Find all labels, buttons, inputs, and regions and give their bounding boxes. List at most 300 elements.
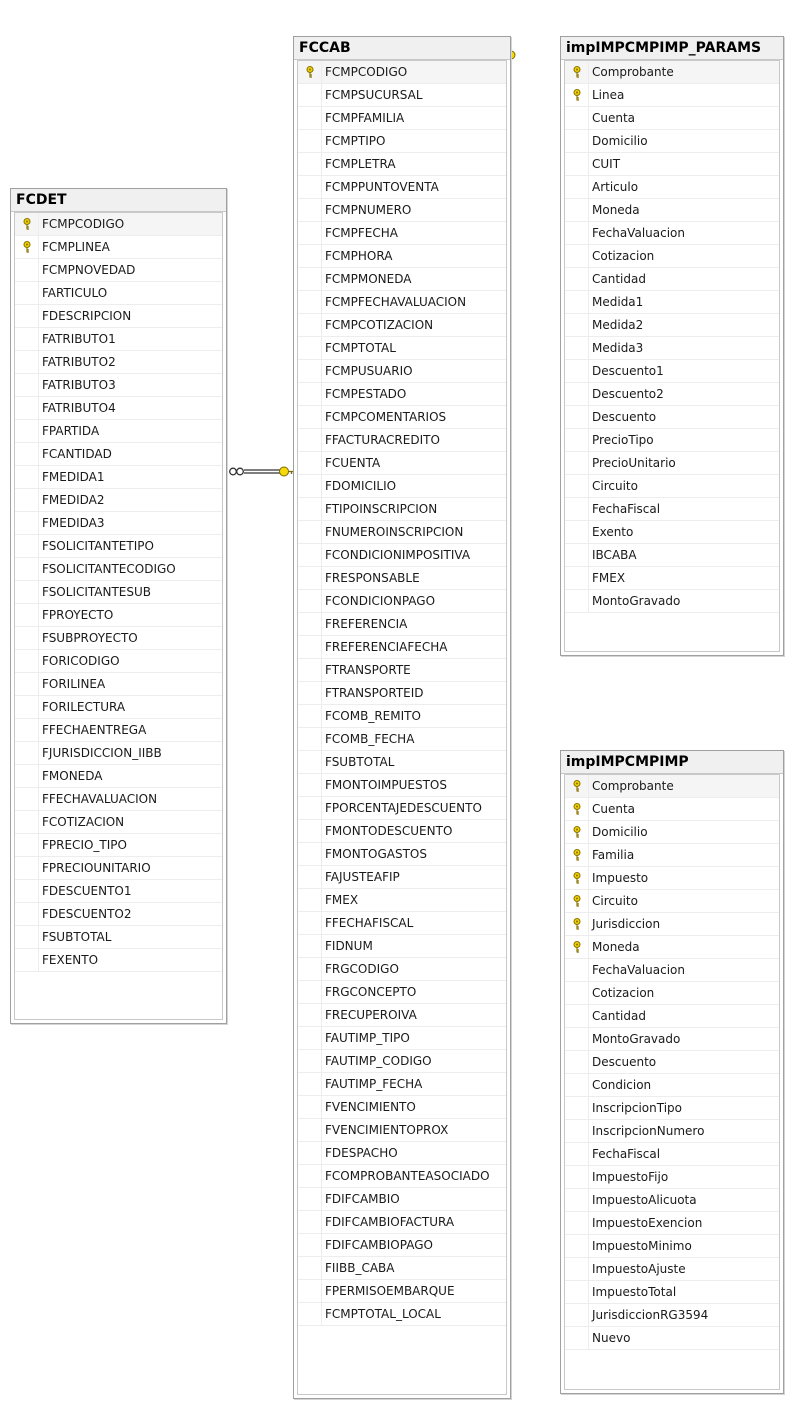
row-selector[interactable] [565,222,589,244]
row-selector[interactable] [565,798,589,820]
column-row[interactable] [298,498,506,521]
column-row[interactable] [298,475,506,498]
row-selector[interactable] [15,880,39,902]
column-row[interactable] [565,1005,779,1028]
column-row[interactable] [565,383,779,406]
column-row[interactable] [298,544,506,567]
row-selector[interactable] [565,337,589,359]
column-row[interactable] [565,222,779,245]
column-row[interactable] [298,107,506,130]
column-row[interactable] [15,788,222,811]
column-row[interactable] [298,1096,506,1119]
row-selector[interactable] [565,544,589,566]
column-row[interactable] [565,245,779,268]
column-row[interactable] [298,774,506,797]
column-row[interactable] [565,1143,779,1166]
column-row[interactable] [298,1257,506,1280]
row-selector[interactable] [565,199,589,221]
row-selector[interactable] [298,1050,322,1072]
row-selector[interactable] [565,1258,589,1280]
row-selector[interactable] [565,360,589,382]
row-selector[interactable] [298,797,322,819]
column-row[interactable] [565,406,779,429]
column-row[interactable] [15,696,222,719]
row-selector[interactable] [565,130,589,152]
row-selector[interactable] [15,627,39,649]
row-selector[interactable] [298,153,322,175]
row-selector[interactable] [298,820,322,842]
column-row[interactable] [298,1303,506,1326]
row-selector[interactable] [298,107,322,129]
row-selector[interactable] [565,1005,589,1027]
column-row[interactable] [298,958,506,981]
row-selector[interactable] [298,199,322,221]
row-selector[interactable] [565,913,589,935]
column-row[interactable] [15,880,222,903]
row-selector[interactable] [298,981,322,1003]
table-title[interactable]: FCDET [11,189,226,212]
column-row[interactable] [565,107,779,130]
row-selector[interactable] [298,498,322,520]
column-row[interactable] [15,811,222,834]
column-row[interactable] [565,61,779,84]
row-selector[interactable] [565,84,589,106]
row-selector[interactable] [15,305,39,327]
row-selector[interactable] [565,982,589,1004]
column-row[interactable] [565,360,779,383]
row-selector[interactable] [565,1304,589,1326]
column-row[interactable] [298,199,506,222]
column-row[interactable] [15,581,222,604]
row-selector[interactable] [565,821,589,843]
row-selector[interactable] [15,351,39,373]
row-selector[interactable] [565,775,589,797]
column-row[interactable] [565,130,779,153]
column-row[interactable] [15,259,222,282]
column-name: FCONDICIONIMPOSITIVA [325,548,471,562]
row-selector[interactable] [15,673,39,695]
row-selector[interactable] [565,452,589,474]
row-selector[interactable] [565,383,589,405]
row-selector[interactable] [15,328,39,350]
column-row[interactable] [565,1166,779,1189]
row-selector[interactable] [15,742,39,764]
column-row[interactable] [298,1165,506,1188]
row-selector[interactable] [565,1097,589,1119]
row-selector[interactable] [565,245,589,267]
row-selector[interactable] [15,696,39,718]
column-row[interactable] [15,926,222,949]
column-row[interactable] [15,213,222,236]
row-selector[interactable] [298,1073,322,1095]
row-selector[interactable] [15,650,39,672]
column-name: FPARTIDA [42,424,100,438]
column-row[interactable] [565,1258,779,1281]
column-row[interactable] [565,1235,779,1258]
column-row[interactable] [298,682,506,705]
row-selector[interactable] [298,889,322,911]
column-row[interactable] [565,844,779,867]
column-row[interactable] [565,1051,779,1074]
row-selector[interactable] [565,107,589,129]
column-name: FVENCIMIENTOPROX [325,1123,449,1137]
row-selector[interactable] [298,84,322,106]
column-row[interactable] [298,797,506,820]
table-impimpcmpimp[interactable] [560,750,784,1394]
row-selector[interactable] [565,1143,589,1165]
row-selector[interactable] [15,535,39,557]
column-row[interactable] [298,268,506,291]
row-selector[interactable] [565,1074,589,1096]
column-row[interactable] [15,374,222,397]
column-row[interactable] [565,521,779,544]
column-row[interactable] [565,798,779,821]
row-selector[interactable] [565,1028,589,1050]
row-selector[interactable] [298,1188,322,1210]
row-selector[interactable] [15,236,39,258]
column-row[interactable] [15,466,222,489]
column-row[interactable] [15,673,222,696]
column-row[interactable] [298,1188,506,1211]
row-selector[interactable] [298,291,322,313]
row-selector[interactable] [15,259,39,281]
row-selector[interactable] [298,1234,322,1256]
column-row[interactable] [565,867,779,890]
column-name: FCMPCOTIZACION [325,318,434,332]
column-row[interactable] [15,397,222,420]
row-selector[interactable] [565,314,589,336]
column-row[interactable] [565,1327,779,1350]
row-selector[interactable] [298,130,322,152]
row-selector[interactable] [298,1211,322,1233]
row-selector[interactable] [15,397,39,419]
row-selector[interactable] [298,1027,322,1049]
column-row[interactable] [298,1142,506,1165]
row-selector[interactable] [15,420,39,442]
column-row[interactable] [298,337,506,360]
row-selector[interactable] [298,222,322,244]
column-row[interactable] [298,843,506,866]
column-name: FMONTODESCUENTO [325,824,453,838]
column-row[interactable] [298,1119,506,1142]
column-row[interactable] [565,1189,779,1212]
row-selector[interactable] [298,774,322,796]
column-row[interactable] [298,613,506,636]
column-row[interactable] [15,650,222,673]
column-row[interactable] [298,1050,506,1073]
column-row[interactable] [565,199,779,222]
column-row[interactable] [298,314,506,337]
column-row[interactable] [15,282,222,305]
row-selector[interactable] [298,636,322,658]
row-selector[interactable] [298,1257,322,1279]
column-row[interactable] [15,535,222,558]
row-selector[interactable] [298,567,322,589]
row-selector[interactable] [298,843,322,865]
column-row[interactable] [15,512,222,535]
column-row[interactable] [298,406,506,429]
row-selector[interactable] [298,176,322,198]
row-selector[interactable] [15,903,39,925]
row-selector[interactable] [565,153,589,175]
row-selector[interactable] [565,1327,589,1349]
column-row[interactable] [15,742,222,765]
row-selector[interactable] [565,406,589,428]
column-row[interactable] [298,912,506,935]
row-selector[interactable] [298,1096,322,1118]
column-row[interactable] [565,982,779,1005]
row-selector[interactable] [298,958,322,980]
column-row[interactable] [298,1211,506,1234]
column-row[interactable] [298,176,506,199]
column-row[interactable] [298,705,506,728]
column-row[interactable] [565,1281,779,1304]
column-name: FCMPMONEDA [325,272,412,286]
row-selector[interactable] [15,604,39,626]
row-selector[interactable] [565,1189,589,1211]
column-row[interactable] [565,1097,779,1120]
row-selector[interactable] [15,512,39,534]
row-selector[interactable] [565,1166,589,1188]
column-row[interactable] [15,903,222,926]
column-row[interactable] [565,475,779,498]
row-selector[interactable] [298,245,322,267]
row-selector[interactable] [298,613,322,635]
row-selector[interactable] [15,581,39,603]
row-selector[interactable] [565,1281,589,1303]
column-row[interactable] [298,245,506,268]
row-selector[interactable] [15,949,39,971]
column-row[interactable] [298,130,506,153]
column-row[interactable] [15,443,222,466]
column-row[interactable] [298,383,506,406]
column-row[interactable] [565,1212,779,1235]
row-selector[interactable] [298,383,322,405]
column-row[interactable] [15,627,222,650]
column-row[interactable] [15,305,222,328]
column-row[interactable] [298,751,506,774]
column-name: FMEDIDA3 [42,516,105,530]
column-row[interactable] [15,604,222,627]
column-name: FRGCODIGO [325,962,399,976]
column-row[interactable] [565,498,779,521]
column-name: Descuento [592,1055,657,1069]
column-row[interactable] [565,291,779,314]
column-name: Domicilio [592,134,648,148]
row-selector[interactable] [565,590,589,612]
column-row[interactable] [565,775,779,798]
infinity-endpoint-icon [230,468,244,475]
row-selector[interactable] [15,489,39,511]
column-row[interactable] [298,636,506,659]
column-row[interactable] [298,1004,506,1027]
column-row[interactable] [565,567,779,590]
row-selector[interactable] [15,282,39,304]
row-selector[interactable] [298,1142,322,1164]
column-name: Cuenta [592,111,636,125]
row-selector[interactable] [298,728,322,750]
row-selector[interactable] [565,867,589,889]
row-selector[interactable] [565,1051,589,1073]
column-row[interactable] [565,84,779,107]
table-title[interactable]: impIMPCMPIMP [561,751,783,774]
row-selector[interactable] [298,452,322,474]
column-row[interactable] [298,61,506,84]
row-selector[interactable] [565,936,589,958]
column-name: FDIFCAMBIOFACTURA [325,1215,455,1229]
column-row[interactable] [565,936,779,959]
column-row[interactable] [565,590,779,613]
column-row[interactable] [298,1027,506,1050]
row-selector[interactable] [15,374,39,396]
row-selector[interactable] [15,926,39,948]
column-row[interactable] [15,420,222,443]
row-selector[interactable] [565,1212,589,1234]
row-selector[interactable] [15,443,39,465]
row-selector[interactable] [565,176,589,198]
column-row[interactable] [298,1280,506,1303]
table-fcdet[interactable] [10,188,227,1024]
column-row[interactable] [298,291,506,314]
row-selector[interactable] [15,857,39,879]
row-selector[interactable] [565,429,589,451]
row-selector[interactable] [298,1303,322,1325]
row-selector[interactable] [15,719,39,741]
column-row[interactable] [298,153,506,176]
column-row[interactable] [298,360,506,383]
row-selector[interactable] [298,360,322,382]
row-selector[interactable] [298,61,322,83]
row-selector[interactable] [298,406,322,428]
column-row[interactable] [15,765,222,788]
column-row[interactable] [298,222,506,245]
row-selector[interactable] [565,521,589,543]
column-row[interactable] [565,1120,779,1143]
row-selector[interactable] [565,268,589,290]
column-row[interactable] [298,1234,506,1257]
column-row[interactable] [565,153,779,176]
column-row[interactable] [298,429,506,452]
column-name: Impuesto [592,871,649,885]
row-selector[interactable] [565,844,589,866]
column-row[interactable] [298,521,506,544]
column-row[interactable] [298,590,506,613]
column-row[interactable] [565,959,779,982]
column-name: FORICODIGO [42,654,120,668]
row-selector[interactable] [298,521,322,543]
table-title[interactable]: FCCAB [294,37,510,60]
row-selector[interactable] [15,834,39,856]
column-row[interactable] [15,351,222,374]
row-selector[interactable] [565,291,589,313]
column-row[interactable] [565,890,779,913]
column-row[interactable] [298,452,506,475]
row-selector[interactable] [298,682,322,704]
column-row[interactable] [565,268,779,291]
column-row[interactable] [298,567,506,590]
row-selector[interactable] [298,314,322,336]
column-row[interactable] [565,1074,779,1097]
table-fccab[interactable] [293,36,511,1399]
row-selector[interactable] [565,567,589,589]
row-selector[interactable] [298,429,322,451]
column-row[interactable] [565,337,779,360]
column-row[interactable] [15,236,222,259]
column-row[interactable] [298,935,506,958]
row-selector[interactable] [298,337,322,359]
column-row[interactable] [565,1028,779,1051]
row-selector[interactable] [565,1235,589,1257]
row-selector[interactable] [298,544,322,566]
column-row[interactable] [298,659,506,682]
row-selector[interactable] [298,1165,322,1187]
column-row[interactable] [565,913,779,936]
row-selector[interactable] [298,268,322,290]
row-selector[interactable] [298,1119,322,1141]
column-row[interactable] [565,176,779,199]
column-row[interactable] [298,84,506,107]
column-row[interactable] [298,866,506,889]
row-selector[interactable] [565,475,589,497]
row-selector[interactable] [15,811,39,833]
row-selector[interactable] [298,935,322,957]
column-row[interactable] [565,544,779,567]
column-row[interactable] [565,1304,779,1327]
row-selector[interactable] [298,1004,322,1026]
row-selector[interactable] [298,475,322,497]
row-selector[interactable] [565,890,589,912]
column-row[interactable] [565,821,779,844]
column-name: ImpuestoFijo [592,1170,669,1184]
row-selector[interactable] [15,213,39,235]
column-name: IBCABA [592,548,637,562]
row-selector[interactable] [298,590,322,612]
column-row[interactable] [15,558,222,581]
column-row[interactable] [298,981,506,1004]
row-selector[interactable] [565,1120,589,1142]
row-selector[interactable] [298,705,322,727]
column-row[interactable] [15,834,222,857]
table-title[interactable]: impIMPCMPIMP_PARAMS [561,37,783,60]
column-row[interactable] [15,328,222,351]
row-selector[interactable] [298,1280,322,1302]
row-selector[interactable] [565,61,589,83]
column-row[interactable] [15,857,222,880]
row-selector[interactable] [298,751,322,773]
column-row[interactable] [298,889,506,912]
row-selector[interactable] [298,659,322,681]
column-name: Cotizacion [592,249,655,263]
column-row[interactable] [565,429,779,452]
column-row[interactable] [565,452,779,475]
column-row[interactable] [298,820,506,843]
row-selector[interactable] [15,558,39,580]
row-selector[interactable] [15,765,39,787]
row-selector[interactable] [15,466,39,488]
row-selector[interactable] [565,498,589,520]
table-impimpcmpimp-params[interactable] [560,36,784,656]
row-selector[interactable] [298,866,322,888]
column-row[interactable] [15,949,222,972]
column-row[interactable] [298,728,506,751]
row-selector[interactable] [298,912,322,934]
column-row[interactable] [15,489,222,512]
column-row[interactable] [565,314,779,337]
row-selector[interactable] [565,959,589,981]
column-row[interactable] [15,719,222,742]
column-row[interactable] [298,1073,506,1096]
row-selector[interactable] [15,788,39,810]
